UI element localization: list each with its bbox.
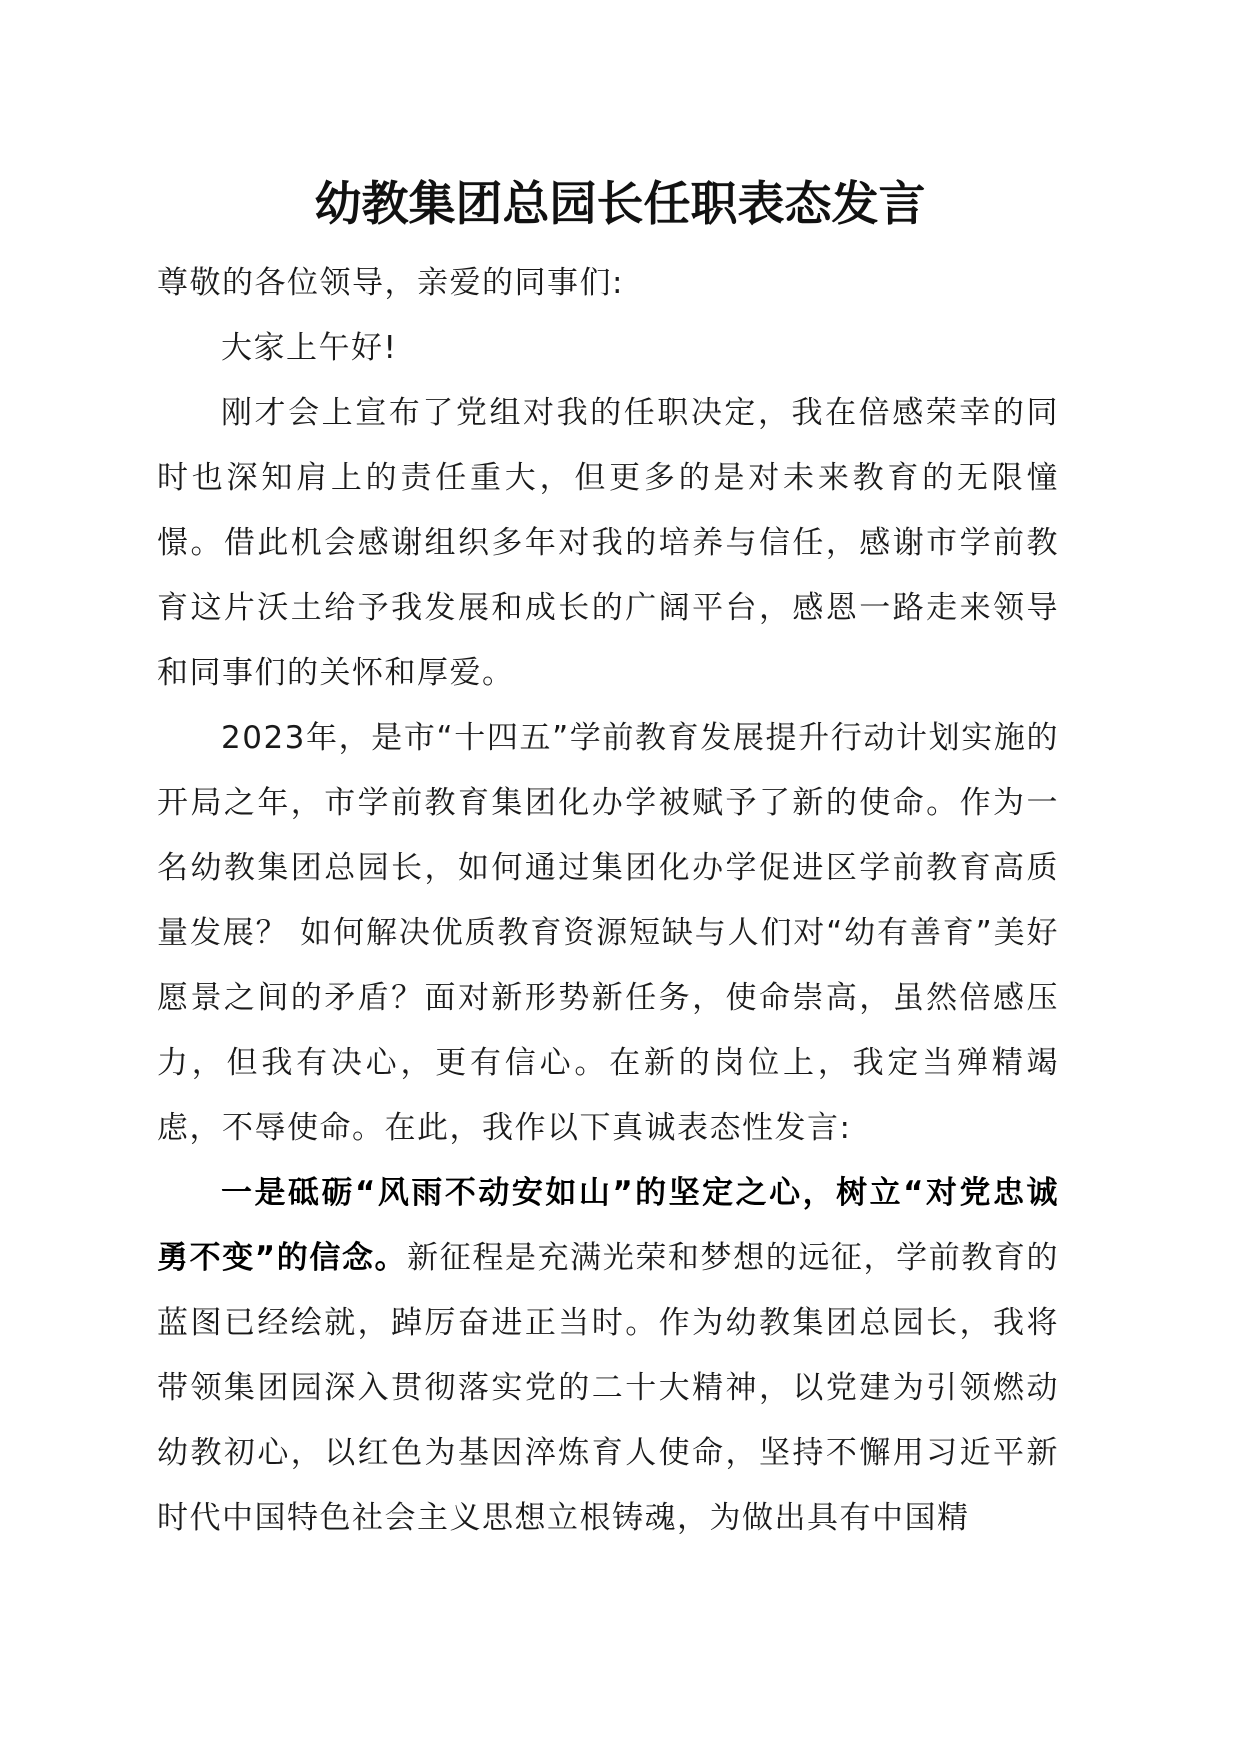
paragraph-3 bbox=[157, 1161, 1059, 1551]
document-body bbox=[157, 251, 1059, 1551]
document-title: 幼教集团总园长任职表态发言 bbox=[314, 177, 926, 232]
paragraph-3-body: 新征程是充满光荣和梦想的远征，学前教育的蓝图已经绘就，踔厉奋进正当时。作为幼教集团总园长，我将带领集团园深入贯彻落实党的二十大精神，以党建为引领燃动幼教初心，以红色为基因淬炼育人使命，坚持不懈用习近平新时代中国特色社会主义思想立根铸魂，为做出具有中国精 bbox=[157, 1240, 1060, 1536]
salutation: 尊敬的各位领导，亲爱的同事们: bbox=[157, 265, 624, 301]
paragraph-3-lead: 一是砥砺“风雨不动安如山”的坚定之心，树立“对党忠诚勇不变”的信念。 bbox=[157, 1175, 1059, 1276]
paragraph-1: 刚才会上宣布了党组对我的任职决定，我在倍感荣幸的同时也深知肩上的责任重大，但更多的是对未来教育的无限憧憬。借此机会感谢组织多年对我的培养与信任，感谢市学前教育这片沃土给予我发展和成长的广阔平台，感恩一路走来领导和同事们的关怀和厚爱。 bbox=[157, 395, 1059, 691]
paragraph-2: 2023年，是市“十四五”学前教育发展提升行动计划实施的开局之年，市学前教育集团化办学被赋予了新的使命。作为一名幼教集团总园长，如何通过集团化办学促进区学前教育高质量发展？ 如何解决优质教育资源短缺与人们对“幼有善育”美好愿景之间的矛盾？面对新形势新任务，使命崇高，虽然倍感压力，但我有决心，更有信心。在新的岗位上，我定当殚精竭虑，不辱使命。在此，我作以下真诚表态性发言: bbox=[157, 720, 1059, 1146]
greeting: 大家上午好! bbox=[221, 330, 398, 366]
